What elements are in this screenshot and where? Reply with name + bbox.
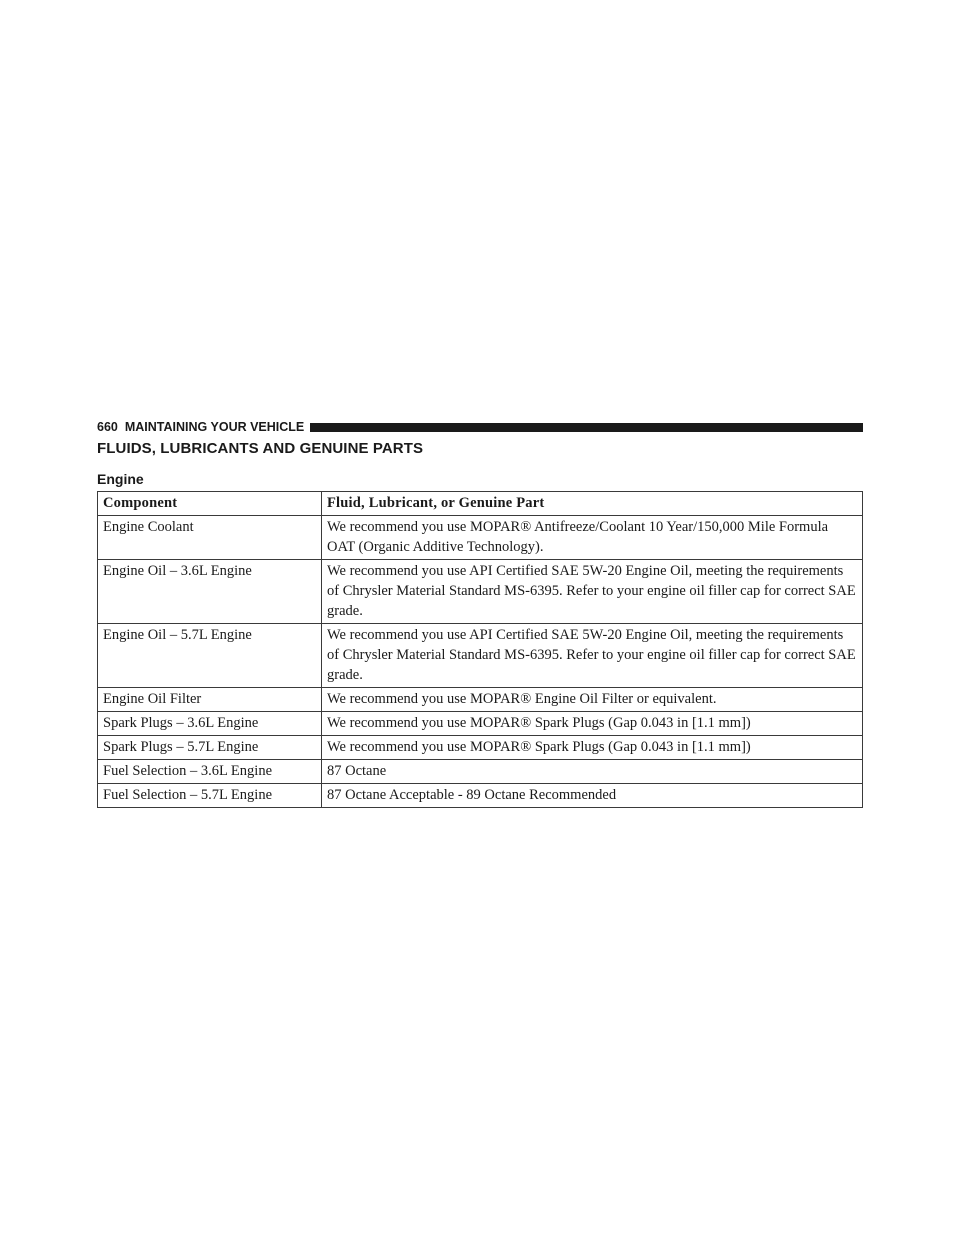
subsection-title: Engine <box>97 471 144 487</box>
cell-part: We recommend you use MOPAR® Engine Oil Filter or equivalent. <box>322 688 863 712</box>
table-row <box>98 736 863 760</box>
table-row <box>98 688 863 712</box>
cell-part: We recommend you use API Certified SAE 5W-20 Engine Oil, meeting the requirements of Chrysler Material Standard MS-6395. Refer to your engine oil filler cap for correct SAE grade. <box>322 560 863 624</box>
cell-component: Spark Plugs – 5.7L Engine <box>98 736 322 760</box>
page-header <box>97 418 863 436</box>
table-row <box>98 760 863 784</box>
cell-component: Engine Oil – 5.7L Engine <box>98 624 322 688</box>
cell-component: Fuel Selection – 5.7L Engine <box>98 784 322 808</box>
cell-component: Engine Oil Filter <box>98 688 322 712</box>
column-header-part: Fluid, Lubricant, or Genuine Part <box>322 492 863 516</box>
cell-component: Engine Oil – 3.6L Engine <box>98 560 322 624</box>
table-row <box>98 560 863 624</box>
section-title: FLUIDS, LUBRICANTS AND GENUINE PARTS <box>97 440 424 457</box>
table-row <box>98 712 863 736</box>
fluids-table <box>97 491 863 808</box>
page-number: 660 <box>97 420 118 434</box>
cell-part: We recommend you use API Certified SAE 5W-20 Engine Oil, meeting the requirements of Chrysler Material Standard MS-6395. Refer to your engine oil filler cap for correct SAE grade. <box>322 624 863 688</box>
cell-part: 87 Octane Acceptable - 89 Octane Recommended <box>322 784 863 808</box>
cell-part: We recommend you use MOPAR® Spark Plugs (Gap 0.043 in [1.1 mm]) <box>322 736 863 760</box>
table-row <box>98 516 863 560</box>
running-section-title: MAINTAINING YOUR VEHICLE <box>124 420 305 434</box>
cell-part: 87 Octane <box>322 760 863 784</box>
table-header-row <box>98 492 863 516</box>
column-header-component: Component <box>98 492 322 516</box>
cell-component: Spark Plugs – 3.6L Engine <box>98 712 322 736</box>
header-rule <box>310 423 863 432</box>
cell-component: Fuel Selection – 3.6L Engine <box>98 760 322 784</box>
cell-part: We recommend you use MOPAR® Spark Plugs (Gap 0.043 in [1.1 mm]) <box>322 712 863 736</box>
table-row <box>98 784 863 808</box>
cell-component: Engine Coolant <box>98 516 322 560</box>
table-row <box>98 624 863 688</box>
cell-part: We recommend you use MOPAR® Antifreeze/Coolant 10 Year/150,000 Mile Formula OAT (Organic Additive Technology). <box>322 516 863 560</box>
